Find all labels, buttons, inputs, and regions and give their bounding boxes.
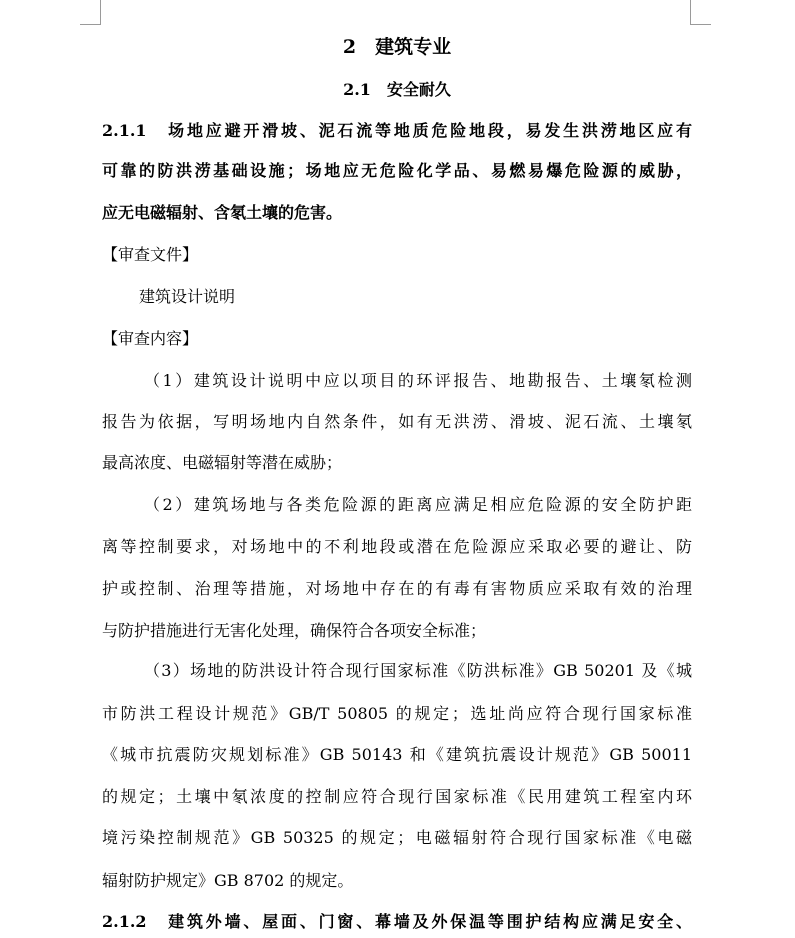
- content-para-1-line-1: （1）建筑设计说明中应以项目的环评报告、地勘报告、土壤氡检测: [144, 371, 692, 390]
- content-para-3-line-3: 《城市抗震防灾规划标准》GB 50143 和《建筑抗震设计规范》GB 50011: [102, 745, 692, 764]
- page-corner-mark-top-right: [690, 0, 711, 25]
- review-files-label: 【审查文件】: [102, 245, 199, 264]
- content-para-3-line-6: 辐射防护规定》GB 8702 的规定。: [102, 871, 354, 890]
- clause-2-1-2-line-1: 2.1.2 建筑外墙、屋面、门窗、幕墙及外保温等围护结构应满足安全、: [102, 912, 692, 931]
- content-para-3-line-1: （3）场地的防洪设计符合现行国家标准《防洪标准》GB 50201 及《城: [144, 661, 692, 680]
- content-para-2-line-3: 护或控制、治理等措施，对场地中存在的有毒有害物质应采取有效的治理: [102, 579, 692, 598]
- section-heading: 2.1 安全耐久: [343, 80, 451, 99]
- content-para-2-line-2: 离等控制要求，对场地中的不利地段或潜在危险源应采取必要的避让、防: [102, 537, 692, 556]
- clause-2-1-1-line-3: 应无电磁辐射、含氡土壤的危害。: [102, 203, 343, 222]
- review-files-item: 建筑设计说明: [139, 287, 236, 306]
- page-corner-mark-top-left: [80, 0, 101, 25]
- content-para-3-line-5: 境污染控制规范》GB 50325 的规定；电磁辐射符合现行国家标准《电磁: [102, 828, 692, 847]
- clause-2-1-1-line-1: 2.1.1 场地应避开滑坡、泥石流等地质危险地段，易发生洪涝地区应有: [102, 121, 692, 140]
- clause-2-1-1-line-2: 可靠的防洪涝基础设施；场地应无危险化学品、易燃易爆危险源的威胁，: [102, 161, 692, 180]
- review-content-label: 【审查内容】: [102, 329, 199, 348]
- content-para-1-line-3: 最高浓度、电磁辐射等潜在威胁；: [102, 453, 343, 472]
- content-para-1-line-2: 报告为依据，写明场地内自然条件，如有无洪涝、滑坡、泥石流、土壤氡: [102, 412, 692, 431]
- chapter-heading: 2 建筑专业: [342, 36, 452, 58]
- content-para-3-line-4: 的规定；土壤中氡浓度的控制应符合现行国家标准《民用建筑工程室内环: [102, 787, 692, 806]
- content-para-3-line-2: 市防洪工程设计规范》GB/T 50805 的规定；选址尚应符合现行国家标准: [102, 704, 692, 723]
- content-para-2-line-4: 与防护措施进行无害化处理，确保符合各项安全标准；: [102, 621, 487, 640]
- content-para-2-line-1: （2）建筑场地与各类危险源的距离应满足相应危险源的安全防护距: [144, 495, 692, 514]
